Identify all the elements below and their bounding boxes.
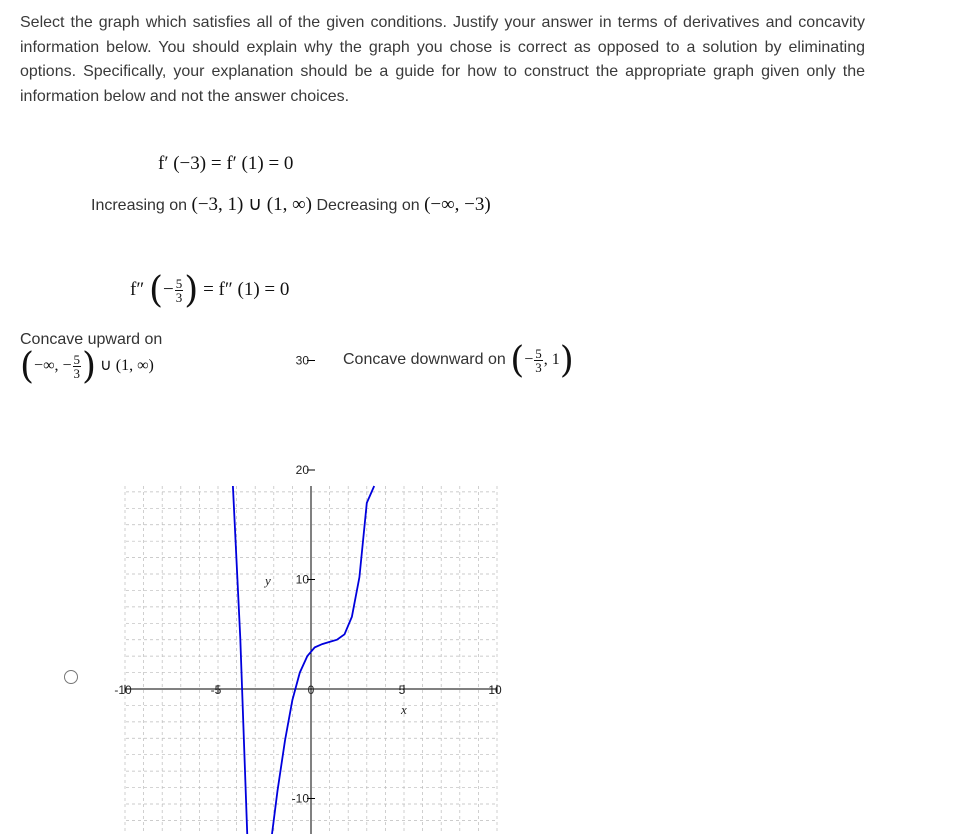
increasing-interval: (−3, 1) ∪ (1, ∞) bbox=[191, 194, 312, 215]
x-axis-label: x bbox=[401, 702, 407, 717]
question-prompt: Select the graph which satisfies all of the given conditions. Justify your answer in terms of derivatives and concavity information below. You should explain why the graph you chose is correct as opposed to a solution by eliminating options. Specifically, your explanation should be a guide for how to construct the appropriate graph given only the information below and not the answer choices. bbox=[20, 14, 865, 105]
second-derivative-num: 5 bbox=[175, 276, 183, 291]
second-derivative-lhs: f″ bbox=[130, 278, 145, 300]
concave-down-num: 5 bbox=[535, 346, 542, 361]
increasing-label: Increasing on bbox=[91, 197, 188, 214]
concave-up-prefix: −∞, − bbox=[34, 357, 72, 375]
x-tick-label: -10 bbox=[114, 683, 132, 697]
second-derivative-condition: f″ (− $\frac{5}{3}$ ) = f″ (1) = 0 bbox=[130, 270, 290, 311]
y-axis-label: y bbox=[265, 572, 271, 588]
concave-up-label: Concave upward on bbox=[20, 331, 163, 348]
y-tick-label: 10 bbox=[295, 572, 309, 587]
graph-tick-labels bbox=[114, 354, 502, 834]
x-tick-label: 0 bbox=[307, 683, 315, 697]
concave-up-interval: (−∞, − $\frac{5}{3}$ ) ∪ (1, ∞) bbox=[20, 346, 154, 387]
concave-down-sign: − bbox=[524, 351, 534, 369]
x-tick-label: 5 bbox=[398, 683, 406, 697]
second-derivative-rhs: = f″ (1) = 0 bbox=[203, 278, 290, 300]
y-tick-label: 30 bbox=[295, 353, 309, 368]
function-curve bbox=[233, 486, 374, 834]
concave-up-suffix: ∪ (1, ∞) bbox=[100, 357, 154, 375]
y-tick-label: 20 bbox=[295, 463, 309, 477]
x-tick-label: -5 bbox=[210, 683, 222, 697]
concave-down-condition: Concave downward on (− $\frac{5}{3}$ , 1) bbox=[343, 340, 574, 381]
decreasing-interval: (−∞, −3) bbox=[424, 194, 491, 215]
concave-down-label: Concave downward on bbox=[343, 351, 506, 369]
concave-up-num: 5 bbox=[73, 352, 80, 367]
first-derivative-condition: f′ (−3) = f′ (1) = 0 bbox=[158, 153, 294, 174]
y-tick-label: -10 bbox=[291, 791, 309, 806]
concave-down-suffix: , 1 bbox=[543, 351, 560, 369]
concave-down-den: 3 bbox=[535, 360, 542, 375]
x-tick-label: 10 bbox=[488, 683, 502, 697]
decreasing-label: Decreasing on bbox=[316, 197, 420, 214]
concave-up-den: 3 bbox=[73, 366, 80, 381]
second-derivative-sign: − bbox=[163, 278, 174, 300]
second-derivative-den: 3 bbox=[175, 290, 183, 305]
